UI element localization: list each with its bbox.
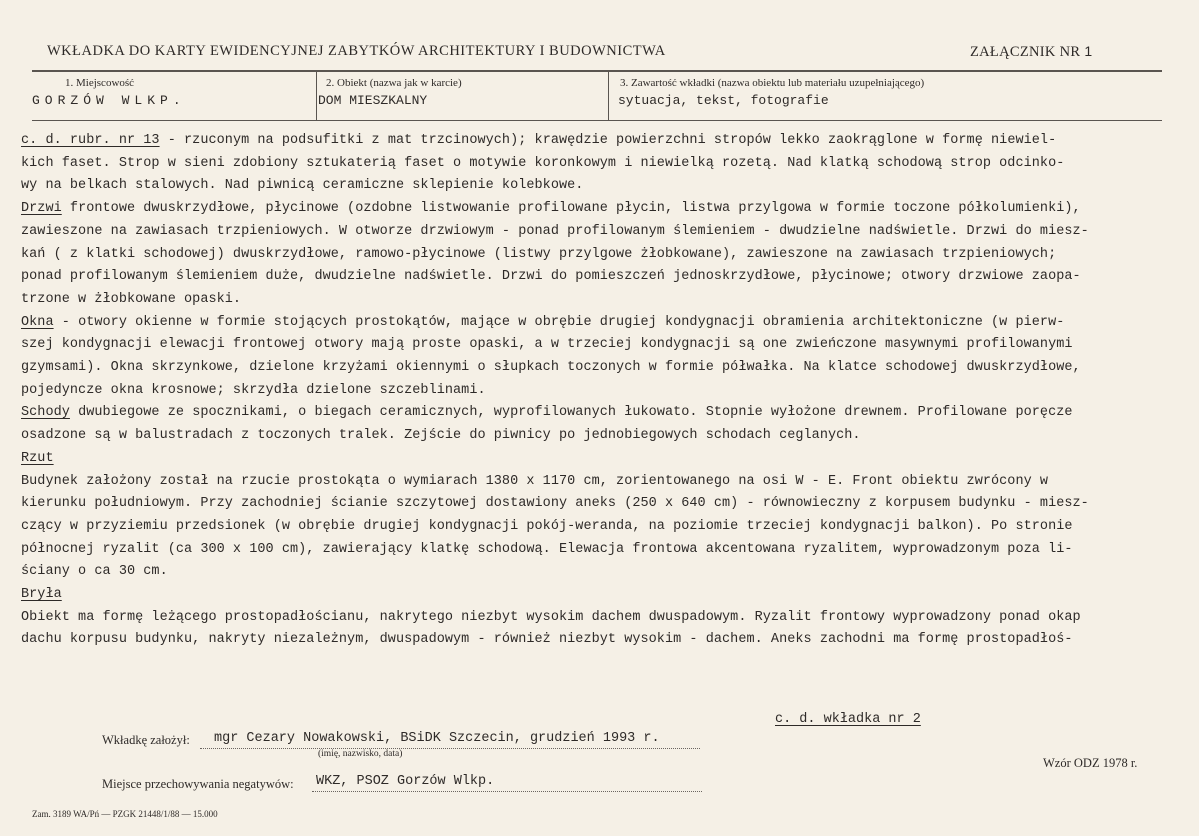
continuation-ref: c. d. rubr. nr 13 (21, 133, 160, 148)
text-line: dachu korpusu budynku, nakryty niezależnym, dwuspadowym - również niezbyt wysokim - dachem. Aneks zachodni ma formę prostopadłoś- (21, 632, 1073, 648)
form-title: WKŁADKA DO KARTY EWIDENCYJNEJ ZABYTKÓW ARCHITEKTURY I BUDOWNICTWA (47, 43, 666, 59)
header-divider-1 (316, 71, 317, 121)
text-line: pojedyncze okna krosnowe; skrzydła dzielone szczeblinami. (21, 382, 486, 398)
print-info: Zam. 3189 WA/Pń — PZGK 21448/1/88 — 15.000 (32, 809, 218, 819)
text-line (21, 130, 1181, 153)
text-line (21, 448, 1181, 471)
attachment-label: ZAŁĄCZNIK NR (970, 44, 1081, 60)
text-line: gzymsami). Okna skrzynkowe, dzielone krzyżami okiennymi o słupkach toczonych w formie półwałka. Na klatce schodowej dwuskrzydłowe, (21, 360, 1081, 376)
text-line: trzone w żłobkowane opaski. (21, 291, 242, 307)
text-line: kań ( z klatki schodowej) dwuskrzydłowe, ramowo-płycinowe (listwy przylgowe żłobkowane), zawieszone na zawiasach trzpieniowych; (21, 246, 1057, 262)
text-segment: - otwory okienne w formie stojących prostokątów, mające w obrębie drugiej kondygnacji obramienia architektoniczne (w pierw- (53, 314, 1065, 330)
location-label: 1. Miejscowość (65, 77, 135, 89)
section-heading-okna: Okna (21, 314, 54, 330)
text-line (21, 198, 1181, 221)
founder-hint: (imię, nazwisko, data) (318, 749, 403, 759)
text-line: kich faset. Strop w sieni zdobiony sztukaterią faset o motywie koronkowym i niewielką rozetą. Nad klatką schodową strop odcinko- (21, 155, 1065, 171)
header-divider-2 (608, 71, 609, 121)
continuation-note: c. d. wkładka nr 2 (775, 712, 921, 727)
founder-label: Wkładkę założył: (102, 733, 190, 747)
header-top-rule (32, 70, 1162, 72)
text-segment: frontowe dwuskrzydłowe, płycinowe (ozdobne listwowanie profilowane płycin, listwa przylgowa w formie toczone półkolumienki), (61, 201, 1081, 217)
text-line: osadzone są w balustradach z toczonych tralek. Zejście do piwnicy po jednobiegowych schodach ceglanych. (21, 428, 861, 444)
text-line: zawieszone na zawiasach trzpieniowych. W otworze drzwiowym - ponad profilowanym ślemieniem - dwudzielne nadświetle. Drzwi do miesz- (21, 223, 1089, 239)
header-bottom-rule (32, 120, 1162, 121)
section-heading-rzut: Rzut (21, 450, 54, 466)
object-value: DOM MIESZKALNY (318, 93, 428, 108)
founder-value: mgr Cezary Nowakowski, BSiDK Szczecin, grudzień 1993 r. (214, 731, 660, 746)
text-line: północnej ryzalit (ca 300 x 100 cm), zawierający klatkę schodową. Elewacja frontowa akcentowana ryzalitem, wyprowadzonym poza li- (21, 541, 1073, 557)
negatives-label: Miejsce przechowywania negatywów: (102, 777, 294, 791)
section-heading-schody: Schody (21, 405, 70, 421)
text-line: czący w przyziemiu przedsionek (w obrębie drugiej kondygnacji pokój-weranda, na poziomie trzeciej kondygnacji balkon). Po stronie (21, 518, 1073, 534)
text-line (21, 584, 1181, 607)
text-line (21, 402, 1181, 425)
section-heading-drzwi: Drzwi (21, 201, 62, 217)
text-line: Obiekt ma formę leżącego prostopadłościanu, nakrytego niezbyt wysokim dachem dwuspadowym. Ryzalit frontowy wyprowadzony ponad okap (21, 609, 1081, 625)
object-label: 2. Obiekt (nazwa jak w karcie) (326, 77, 462, 89)
text-line: szej kondygnacji elewacji frontowej otwory mają proste opaski, a w trzeciej kondygnacji są one zwieńczone masywnymi profilowanymi (21, 337, 1073, 353)
attachment-number: 1 (1084, 43, 1093, 59)
text-line: ponad profilowanym ślemieniem duże, dwudzielne nadświetle. Drzwi do pomieszczeń jednoskrzydłowe, płycinowe; otwory drzwiowe zaopa- (21, 269, 1081, 285)
text-segment: dwubiegowe ze spocznikami, o biegach ceramicznych, wyprofilowanych łukowato. Stopnie wyłożone drewnem. Profilowane poręcze (69, 405, 1073, 421)
pattern-note: Wzór ODZ 1978 r. (1043, 756, 1138, 770)
text-segment: - rzuconym na podsufitki z mat trzcinowych); krawędzie powierzchni stropów lekko zaokrąglone w formę niewiel- (159, 133, 1057, 148)
text-line: Budynek założony został na rzucie prostokąta o wymiarach 1380 x 1170 cm, zorientowanego na osi W - E. Front obiektu zwrócony w (21, 473, 1049, 489)
negatives-value: WKZ, PSOZ Gorzów Wlkp. (316, 774, 495, 789)
text-line: ściany o ca 30 cm. (21, 564, 168, 580)
text-line (21, 312, 1181, 335)
section-heading-bryla: Bryła (21, 587, 62, 603)
location-value: GORZÓW WLKP. (32, 93, 186, 108)
founder-dotted-line (200, 748, 700, 749)
text-line: wy na belkach stalowych. Nad piwnicą ceramiczne sklepienie kolebkowe. (21, 178, 584, 194)
attachment-label-group (970, 43, 1092, 61)
contents-label: 3. Zawartość wkładki (nazwa obiektu lub materiału uzupełniającego) (620, 77, 925, 89)
negatives-dotted-line (312, 791, 702, 792)
text-line: kierunku południowym. Przy zachodniej ścianie szczytowej dostawiony aneks (250 x 640 cm) - równowieczny z korpusem budynku - miesz- (21, 496, 1089, 512)
description-text (21, 130, 1181, 652)
contents-value: sytuacja, tekst, fotografie (618, 93, 829, 108)
